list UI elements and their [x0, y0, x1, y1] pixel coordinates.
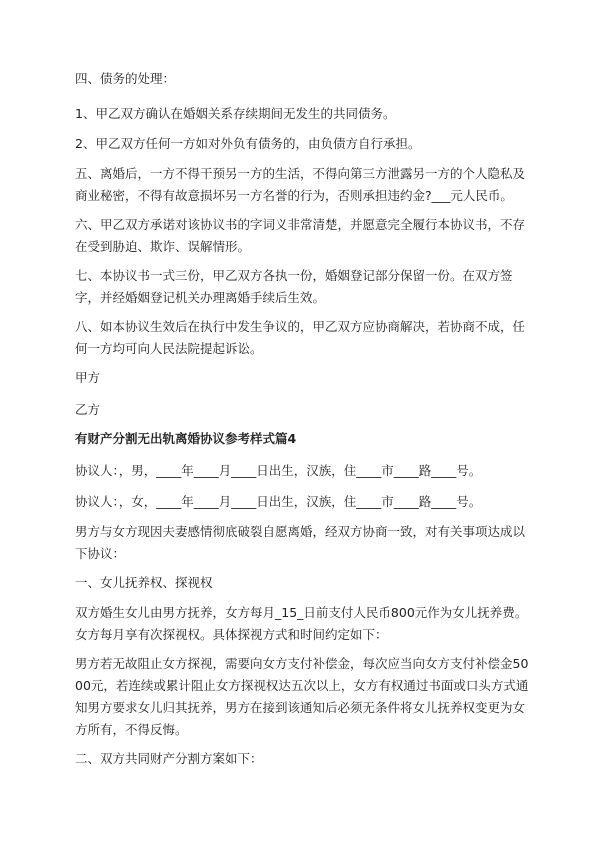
debt-item-2: 2、甲乙双方任何一方如对外负有债务的，由负债方自行承担。 — [75, 136, 421, 151]
agreement-intro: 男方与女方现因夫妻感情彻底破裂自愿离婚，经双方协商一致，对有关事项达成以下协议： — [75, 524, 526, 561]
section-title: 有财产分割无出轨离婚协议参考样式篇4 — [75, 431, 297, 446]
clause-8: 八、如本协议生效后在执行中发生争议的，甲乙双方应协商解决，若协商不成，任何一方均可向人民法院提起诉讼。 — [75, 319, 526, 356]
party-female-info: 协议人：，女，____年____月____日出生，汉族，住____市____路____号。 — [75, 494, 482, 509]
custody-terms: 双方婚生女儿由男方抚养，女方每月_15_日前支付人民币800元作为女儿抚养费。女方每月享有次探视权。具体探视方式和时间约定如下： — [75, 605, 528, 642]
property-heading: 二、双方共同财产分割方案如下： — [75, 751, 263, 766]
custody-heading: 一、女儿抚养权、探视权 — [75, 575, 213, 590]
clause-5: 五、离婚后，一方不得干预另一方的生活，不得向第三方泄露另一方的个人隐私及商业秘密，不得有故意损坏另一方名誉的行为，否则承担违约金?___元人民币。 — [75, 166, 526, 203]
clause-7: 七、本协议书一式三份，甲乙双方各执一份，婚姻登记部分保留一份。在双方签字，并经婚姻登记机关办理离婚手续后生效。 — [75, 268, 513, 305]
party-male-info: 协议人：，男，____年____月____日出生，汉族，住____市____路____号。 — [75, 463, 482, 478]
debt-heading: 四、债务的处理： — [75, 71, 176, 86]
visitation-compensation: 男方若无故阻止女方探视，需要向女方支付补偿金，每次应当向女方支付补偿金5000元，若连续或累计阻止女方探视权达五次以上，女方有权通过书面或口头方式通知男方要求女儿归其抚养，男方在接到该通知后必须无条件将女儿抚养权变更为女方所有，不得反悔。 — [75, 656, 529, 737]
party-b-label: 乙方 — [75, 402, 101, 417]
party-a-label: 甲方 — [75, 370, 101, 385]
debt-item-1: 1、甲乙双方确认在婚姻关系存续期间无发生的共同债务。 — [75, 106, 396, 121]
clause-6: 六、甲乙双方承诺对该协议书的字词义非常清楚，并愿意完全履行本协议书，不存在受到胁迫、欺诈、误解情形。 — [75, 217, 526, 254]
